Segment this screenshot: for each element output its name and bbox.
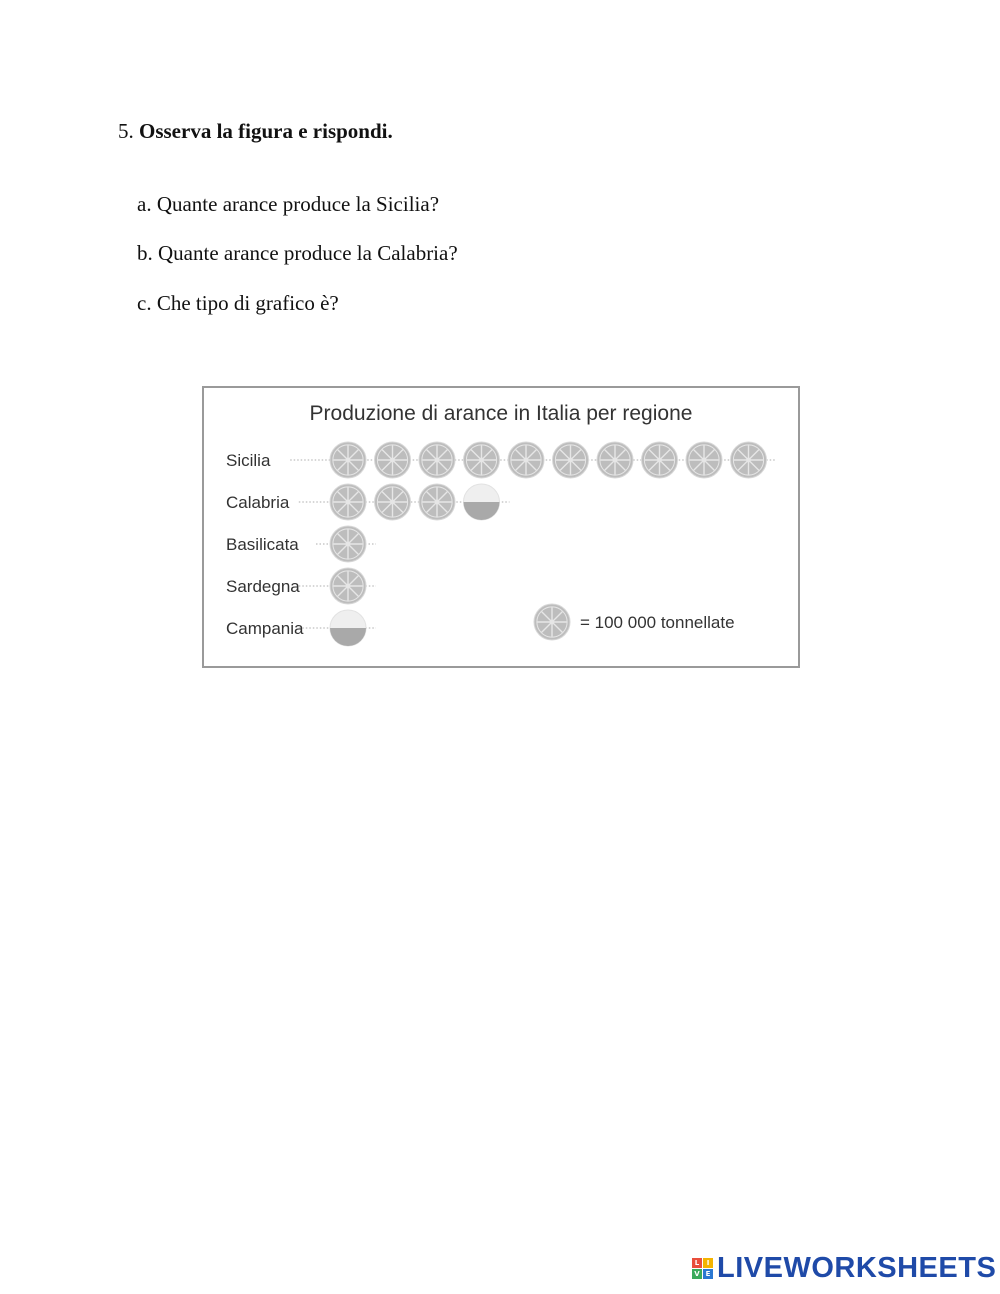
orange-slice-icon xyxy=(642,442,678,478)
logo-tile: E xyxy=(703,1269,713,1279)
orange-slice-icon xyxy=(330,526,366,562)
orange-slice-icon xyxy=(330,484,366,520)
orange-slice-icon xyxy=(330,568,366,604)
orange-slice-icon xyxy=(464,442,500,478)
orange-slice-icon xyxy=(597,442,633,478)
question-item-a: a. Quante arance produce la Sicilia? xyxy=(137,192,440,216)
orange-slice-icon xyxy=(419,484,455,520)
question-instruction: Osserva la figura e rispondi. xyxy=(139,119,393,143)
orange-slice-icon xyxy=(375,442,411,478)
legend-label: = 100 000 tonnellate xyxy=(580,613,735,632)
row-label: Campania xyxy=(226,619,304,638)
orange-slice-icon xyxy=(330,442,366,478)
orange-slice-icon xyxy=(464,484,500,520)
row-label: Calabria xyxy=(226,493,290,512)
logo-tile: I xyxy=(703,1258,713,1268)
chart-title: Produzione di arance in Italia per regione xyxy=(309,402,693,425)
row-label: Sardegna xyxy=(226,577,300,596)
orange-slice-icon xyxy=(375,484,411,520)
orange-slice-icon xyxy=(686,442,722,478)
orange-slice-icon xyxy=(731,442,767,478)
logo-tiles xyxy=(692,1258,713,1279)
logo-text: LIVEWORKSHEETS xyxy=(717,1252,997,1284)
row-label: Basilicata xyxy=(226,535,299,554)
question-item-b: b. Quante arance produce la Calabria? xyxy=(137,241,458,265)
orange-slice-icon xyxy=(419,442,455,478)
pictogram-chart xyxy=(202,386,800,668)
logo-tile: L xyxy=(692,1258,702,1268)
logo-tile: V xyxy=(692,1269,702,1279)
question-title xyxy=(118,118,393,144)
question-item-c: c. Che tipo di grafico è? xyxy=(137,291,339,315)
legend-orange-icon xyxy=(534,604,570,640)
liveworksheets-logo xyxy=(692,1252,996,1284)
question-number: 5. xyxy=(118,119,134,143)
orange-slice-icon xyxy=(553,442,589,478)
orange-slice-icon xyxy=(330,610,366,646)
row-label: Sicilia xyxy=(226,451,271,470)
orange-slice-icon xyxy=(508,442,544,478)
